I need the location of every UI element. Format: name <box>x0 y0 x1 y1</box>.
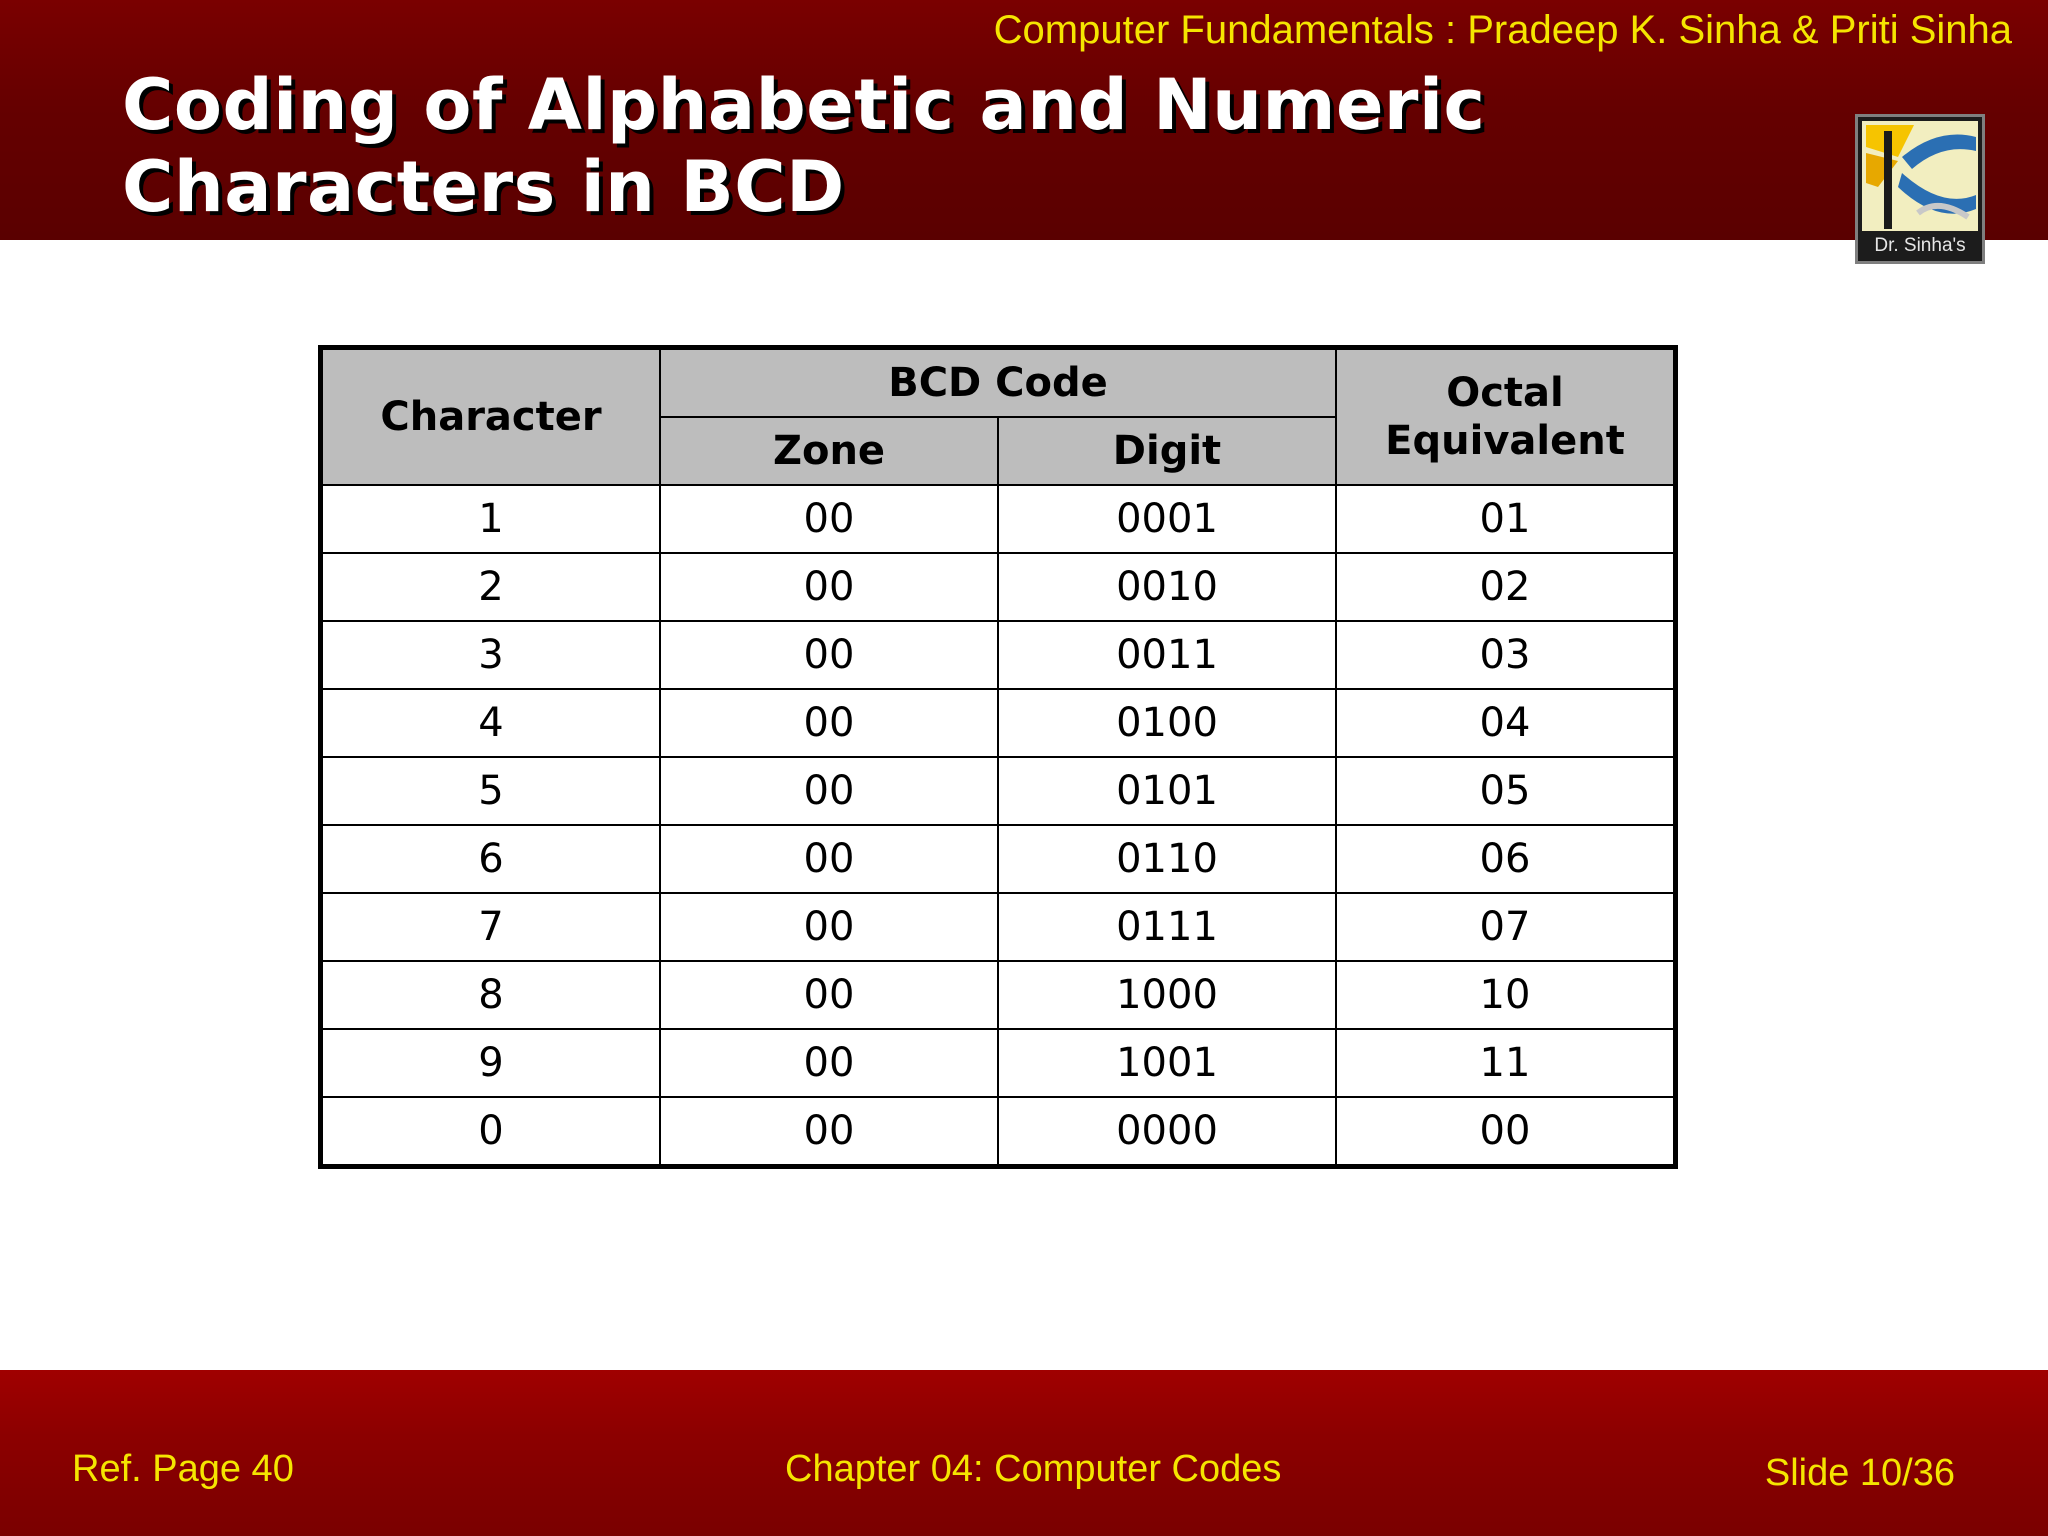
bcd-table-container <box>318 345 1678 1169</box>
cell-digit: 0001 <box>998 485 1336 553</box>
cell-zone: 00 <box>660 825 998 893</box>
header-octal-line-1: Octal <box>1446 370 1564 416</box>
slide-title <box>122 64 1485 228</box>
dr-sinha-logo <box>1855 114 1985 264</box>
header-zone: Zone <box>660 417 998 485</box>
cell-octal: 06 <box>1336 825 1676 893</box>
cell-octal: 04 <box>1336 689 1676 757</box>
cell-character: 3 <box>321 621 661 689</box>
cell-character: 5 <box>321 757 661 825</box>
footer-slide-number: Slide 10/36 <box>1764 1452 1955 1494</box>
cell-zone: 00 <box>660 961 998 1029</box>
cell-octal: 00 <box>1336 1097 1676 1167</box>
cell-digit: 0011 <box>998 621 1336 689</box>
cell-zone: 00 <box>660 1029 998 1097</box>
cell-zone: 00 <box>660 553 998 621</box>
table-row <box>321 485 1676 553</box>
table-row <box>321 553 1676 621</box>
cell-character: 4 <box>321 689 661 757</box>
cell-octal: 07 <box>1336 893 1676 961</box>
table-row <box>321 1029 1676 1097</box>
table-row <box>321 621 1676 689</box>
cell-digit: 0000 <box>998 1097 1336 1167</box>
cell-zone: 00 <box>660 621 998 689</box>
table-row <box>321 689 1676 757</box>
cell-digit: 0010 <box>998 553 1336 621</box>
table-row <box>321 961 1676 1029</box>
cell-octal: 05 <box>1336 757 1676 825</box>
cell-octal: 11 <box>1336 1029 1676 1097</box>
cell-digit: 0101 <box>998 757 1336 825</box>
cell-octal: 02 <box>1336 553 1676 621</box>
cell-zone: 00 <box>660 689 998 757</box>
header-caption: Computer Fundamentals : Pradeep K. Sinha & Priti Sinha <box>993 8 2012 52</box>
cell-character: 9 <box>321 1029 661 1097</box>
cell-character: 2 <box>321 553 661 621</box>
cell-digit: 0110 <box>998 825 1336 893</box>
cell-character: 8 <box>321 961 661 1029</box>
table-row <box>321 893 1676 961</box>
cell-zone: 00 <box>660 1097 998 1167</box>
header-octal-line-2: Equivalent <box>1385 418 1625 464</box>
footer-ref-page: Ref. Page 40 <box>72 1448 294 1490</box>
cell-character: 1 <box>321 485 661 553</box>
table-header-row <box>321 348 1676 418</box>
table-row <box>321 825 1676 893</box>
cell-octal: 10 <box>1336 961 1676 1029</box>
cell-zone: 00 <box>660 485 998 553</box>
cell-character: 7 <box>321 893 661 961</box>
header-octal-equivalent <box>1336 348 1676 486</box>
cell-digit: 1001 <box>998 1029 1336 1097</box>
table-row <box>321 1097 1676 1167</box>
table-row <box>321 757 1676 825</box>
footer-chapter: Chapter 04: Computer Codes <box>785 1448 1282 1490</box>
header-bcd-code: BCD Code <box>660 348 1336 418</box>
logo-text: Dr. Sinha's <box>1874 235 1966 256</box>
cell-octal: 01 <box>1336 485 1676 553</box>
header-digit: Digit <box>998 417 1336 485</box>
cell-zone: 00 <box>660 757 998 825</box>
cell-character: 0 <box>321 1097 661 1167</box>
header-character: Character <box>321 348 661 486</box>
cell-digit: 0100 <box>998 689 1336 757</box>
cell-digit: 0111 <box>998 893 1336 961</box>
cell-zone: 00 <box>660 893 998 961</box>
slide-title-line-1: Coding of Alphabetic and Numeric <box>122 64 1486 146</box>
cell-character: 6 <box>321 825 661 893</box>
slide-title-line-2: Characters in BCD <box>122 146 845 228</box>
cell-digit: 1000 <box>998 961 1336 1029</box>
bcd-table <box>318 345 1678 1169</box>
cell-octal: 03 <box>1336 621 1676 689</box>
